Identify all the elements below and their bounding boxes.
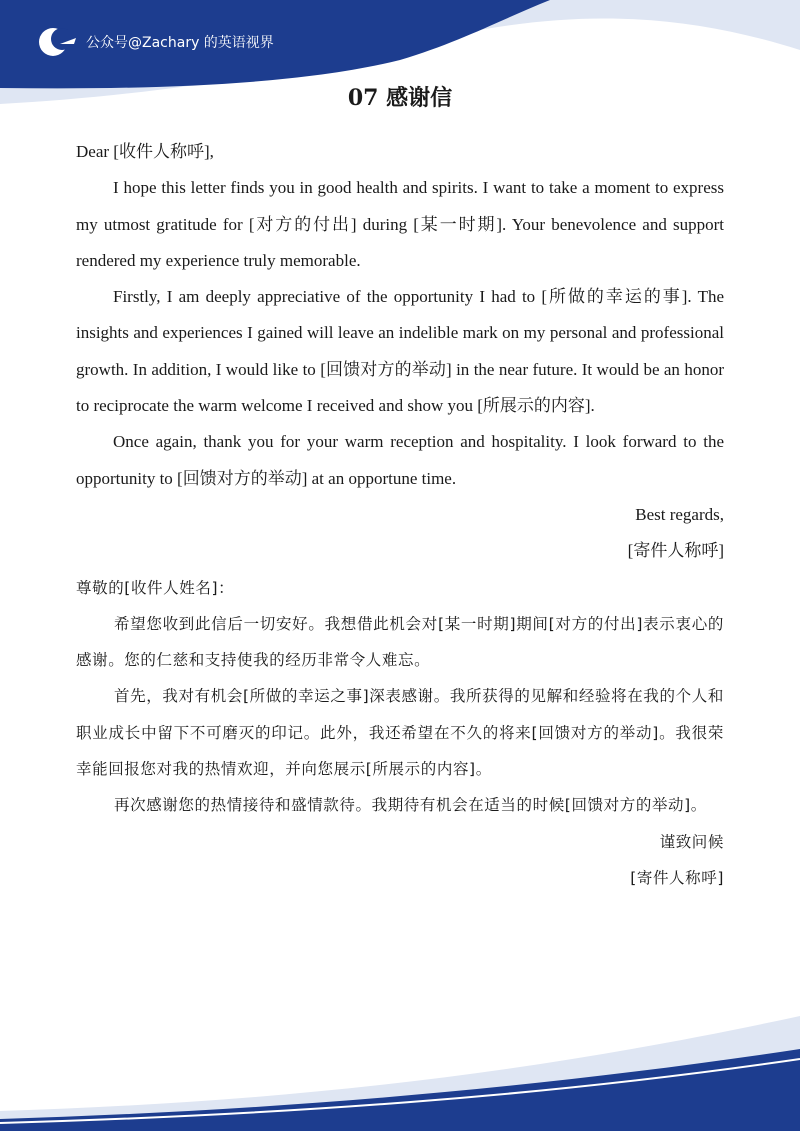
english-paragraph-2: Firstly, I am deeply appreciative of the opportunity I had to [所做的幸运的事]. The insights and experiences I gained will leave an indelible mark on my personal and professional growth. In addition, I would like to [回馈对方的举动] in the near future. It would be an honor to reciprocate the warm welcome I received and show you [所展示的内容].: [76, 287, 724, 416]
english-salutation: Dear [收件人称呼],: [76, 142, 214, 161]
brand-text: 公众号@Zachary 的英语视界: [86, 35, 274, 51]
brand-header: [36, 26, 274, 58]
chinese-paragraph-2: 首先，我对有机会[所做的幸运之事]深表感谢。我所获得的见解和经验将在我的个人和职业成长中留下不可磨灭的印记。此外，我还希望在不久的将来[回馈对方的举动]。我很荣幸能回报您对我的热情欢迎，并向您展示[所展示的内容]。: [76, 687, 724, 779]
letter-body: [76, 134, 724, 896]
crescent-logo-icon: [36, 26, 78, 58]
chinese-letter: [76, 570, 724, 897]
chinese-salutation: 尊敬的[收件人姓名]：: [76, 578, 235, 597]
chinese-signature: [寄件人称呼]: [630, 868, 724, 887]
english-signature: [寄件人称呼]: [627, 541, 724, 561]
english-letter: [76, 134, 724, 570]
chinese-paragraph-3: 再次感谢您的热情接待和盛情款待。我期待有机会在适当的时候[回馈对方的举动]。: [114, 796, 707, 815]
chinese-closing: 谨致问候: [659, 832, 724, 851]
page-title: 07 感谢信: [347, 85, 453, 111]
english-closing: Best regards,: [635, 504, 724, 524]
english-paragraph-3: Once again, thank you for your warm reception and hospitality. I look forward to the opportunity to [回馈对方的举动] at an opportune time.: [76, 432, 724, 488]
english-paragraph-1: I hope this letter finds you in good health and spirits. I want to take a moment to express my utmost gratitude for [对方的付出] during [某一时期]. Your benevolence and support rendered my experience truly memorable.: [76, 178, 724, 270]
chinese-paragraph-1: 希望您收到此信后一切安好。我想借此机会对[某一时期]期间[对方的付出]表示衷心的感谢。您的仁慈和支持使我的经历非常令人难忘。: [76, 614, 724, 670]
footer-wave-decoration: [0, 961, 800, 1131]
